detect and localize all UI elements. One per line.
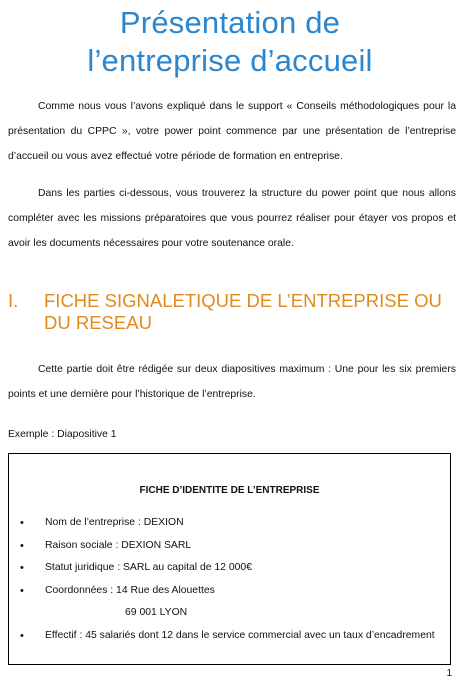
bullet-icon: • — [20, 629, 24, 642]
section-intro-paragraph: Cette partie doit être rédigée sur deux diapositives maximum : Une pour les six premiers points et une dernière pour l’historique de l’entreprise. — [8, 364, 456, 400]
bullet-icon: • — [20, 517, 24, 529]
bullet-icon: • — [20, 539, 24, 552]
section-title: FICHE SIGNALETIQUE DE L’ENTREPRISE OU DU RESEAU — [44, 290, 442, 333]
bullet-icon: • — [20, 584, 24, 597]
list-item-text: Effectif : 45 salariés dont 12 dans le service commercial avec un taux d’encadrement — [45, 629, 435, 641]
identity-card-box — [8, 453, 451, 665]
list-item — [9, 557, 450, 580]
address-continuation — [9, 602, 450, 625]
list-item-text: Coordonnées : 14 Rue des Alouettes — [45, 584, 215, 596]
section-number: I. — [8, 290, 19, 311]
list-item — [9, 535, 450, 558]
example-label: Exemple : Diapositive 1 — [8, 429, 117, 440]
section-heading — [8, 290, 456, 334]
list-item — [9, 580, 450, 603]
document-title-line-2: l’entreprise d’accueil — [87, 43, 373, 78]
list-item-text: Nom de l’entreprise : DEXION — [45, 517, 184, 528]
document-title-line-1: Présentation de — [119, 5, 341, 40]
intro-paragraph: Comme nous vous l’avons expliqué dans le support « Conseils méthodologiques pour la présentation du CPPC », votre power point commence par une présentation de l’entreprise d’accueil ou vous avez effectué votre période de formation en entreprise. — [8, 101, 456, 162]
bullet-icon: • — [20, 562, 24, 574]
identity-card-title: FICHE D’IDENTITE DE L’ENTREPRISE — [139, 485, 320, 496]
address-continuation-text: 69 001 LYON — [125, 607, 188, 618]
structure-paragraph: Dans les parties ci-dessous, vous trouverez la structure du power point que nous allons compléter avec les missions préparatoires que vous pourrez réaliser pour étayer vos propos et avoir les documents nécessaires pour votre soutenance orale. — [8, 188, 456, 249]
list-item — [9, 512, 450, 535]
list-item-text: Raison sociale : DEXION SARL — [45, 539, 192, 551]
page-number: 1 — [446, 668, 452, 679]
identity-card-list — [9, 512, 450, 647]
list-item — [9, 625, 450, 648]
document-title — [0, 4, 460, 80]
list-item-text: Statut juridique : SARL au capital de 12 000€ — [45, 562, 252, 573]
